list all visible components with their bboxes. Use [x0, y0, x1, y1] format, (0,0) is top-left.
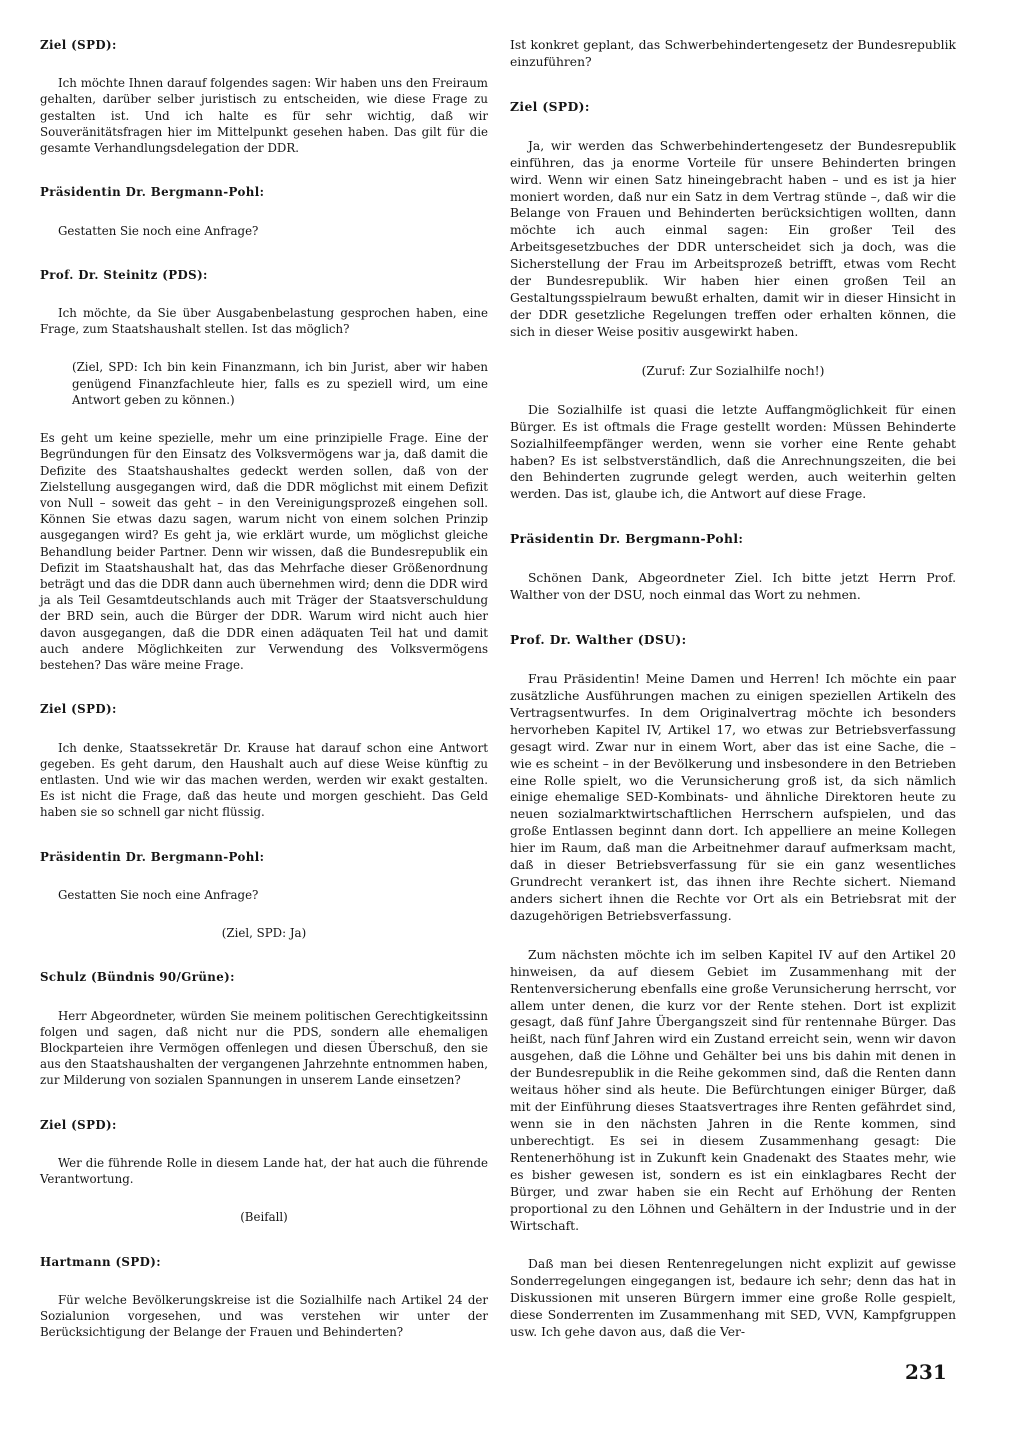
block-spacer	[40, 1133, 488, 1155]
block-spacer	[40, 337, 488, 359]
paragraph: Frau Präsidentin! Meine Damen und Herren! Ich möchte ein paar zusätzliche Ausführungen machen zu einigen speziellen Artikeln des Vertragsentwurfes. In dem Originalvertrag möchte ich besonders hervorheben Kapitel IV, Artikel 17, wo etwas zur Betriebsverfassung gesagt wird. Zwar nur in einem Wort, aber das ist eine Sache, die – wie es scheint – in der Bevölkerung und insbesondere in den Betrieben eine Rolle spielt, wo die Verunsicherung groß ist, da sich nämlich einige ehemalige SED-Kombinats- und ähnliche Direktoren heute zu neuen sozialmarktwirtschaftlichen Herrschern aufspielen, und das große Entlassen beginnt dann dort. Ich appelliere an meine Kollegen hier im Raum, daß man die Arbeitnehmer darauf aufmerksam macht, daß in dieser Betriebsverfassung für sie ein ganz wesentliches Grundrecht verankert ist, das ihnen ihre Rechte sichert. Niemand anders sichert ihnen die Rechte vor Ort als ein Betriebsrat mit der dazugehörigen Betriebsverfassung.	[510, 671, 956, 923]
paragraph: Ich möchte, da Sie über Ausgabenbelastung gesprochen haben, eine Frage, zum Staatshaushalt stellen. Ist das möglich?	[40, 305, 488, 337]
block-spacer	[40, 821, 488, 849]
speaker-heading: Ziel (SPD):	[40, 38, 117, 52]
speaker-heading: Prof. Dr. Steinitz (PDS):	[40, 267, 208, 282]
block-spacer	[40, 283, 488, 305]
block-spacer	[40, 1089, 488, 1117]
paragraph: Ich möchte Ihnen darauf folgendes sagen: Wir haben uns den Freiraum gehalten, darüber selber juristisch zu entscheiden, wie diese Frage zu gestalten ist. Und ich halte es für sehr wichtig, daß wir Souveränitätsfragen hier im Mittelpunkt gesehen haben. Das gilt für die gesamte Verhandlungsdelegation der DDR.	[40, 76, 488, 156]
speaker-heading: Ziel (SPD):	[40, 1117, 117, 1132]
block-spacer	[40, 865, 488, 887]
block-spacer	[510, 116, 956, 138]
block-spacer	[510, 604, 956, 632]
paragraph: Wer die führende Rolle in diesem Lande hat, der hat auch die führende Verantwortung.	[40, 1155, 488, 1187]
block-spacer	[40, 239, 488, 267]
speaker-heading: Präsidentin Dr. Bergmann-Pohl:	[40, 185, 265, 200]
block-spacer	[40, 1270, 488, 1292]
speaker-heading: Ziel (SPD):	[40, 702, 117, 717]
block-spacer	[510, 71, 956, 99]
block-spacer	[40, 941, 488, 969]
block-spacer	[40, 986, 488, 1008]
block-spacer	[40, 156, 488, 184]
paragraph: Ich denke, Staatssekretär Dr. Krause hat darauf schon eine Antwort gegeben. Es geht darum, den Haushalt auch auf diese Weise künftig zu entlasten. Und wie wir das machen werden, werden wir exakt gestalten. Es ist nicht die Frage, daß das heute und morgen geschieht. Das Geld haben sie so schnell gar nicht flüssig.	[40, 740, 488, 820]
right-column	[510, 37, 956, 1341]
speaker-heading: Prof. Dr. Walther (DSU):	[510, 632, 687, 648]
block-spacer	[40, 1187, 488, 1209]
block-spacer	[510, 1234, 956, 1256]
block-spacer	[510, 380, 956, 402]
left-column	[40, 37, 488, 1340]
block-spacer	[40, 1226, 488, 1254]
speaker-heading: Präsidentin Dr. Bergmann-Pohl:	[510, 531, 744, 547]
paragraph: Für welche Bevölkerungskreise ist die Sozialhilfe nach Artikel 24 der Sozialunion vorgesehen, und was verstehen wir unter der Berücksichtigung der Belange der Frauen und Behinderten?	[40, 1292, 488, 1340]
speaker-heading: Schulz (Bündnis 90/Grüne):	[40, 970, 235, 985]
block-spacer	[510, 548, 956, 570]
page-number: 231	[905, 1360, 947, 1384]
paragraph: Ja, wir werden das Schwerbehindertengesetz der Bundesrepublik einführen, das ja enorme Vorteile für unsere Behinderten bringen wird. Wenn wir einen Satz hineingebracht haben – und es ist ja hier moniert worden, daß nur ein Satz in dem Vertrag stünde –, daß wir die Belange von Frauen und Behinderten berücksichtigen wollten, dann möchte ich auch einmal sagen: Ein großer Teil des Arbeitsgesetzbuches der DDR unterscheidet sich ja doch, was die Sicherstellung der Frau im Arbeitsprozeß betrifft, etwas vom Recht der Bundesrepublik. Wir haben hier einen großen Teil an Gestaltungsspielraum bewußt erhalten, damit wir in dieser Hinsicht in der DDR gesetzliche Regelungen treffen oder erhalten können, die sich in dieser Weise positiv ausgewirkt haben.	[510, 138, 956, 339]
paragraph: Die Sozialhilfe ist quasi die letzte Auffangmöglichkeit für einen Bürger. Es ist oftmals die Frage gestellt worden: Müssen Behinderte Sozialhilfeempfänger werden, wenn sie vorher eine Rente gehabt haben? Es ist selbstverständlich, daß die Anrechnungszeiten, die bei den Behinderten zugrunde gelegt werden, auch weiterhin gelten werden. Das ist, glaube ich, die Antwort auf diese Frage.	[510, 402, 956, 502]
paragraph: Gestatten Sie noch eine Anfrage?	[58, 887, 259, 902]
paragraph: Schönen Dank, Abgeordneter Ziel. Ich bitte jetzt Herrn Prof. Walther von der DSU, noch einmal das Wort zu nehmen.	[510, 571, 956, 603]
paragraph: Gestatten Sie noch eine Anfrage?	[58, 223, 259, 238]
paragraph: Daß man bei diesen Rentenregelungen nicht explizit auf gewisse Sonderregelungen eingegangen ist, bedaure ich sehr; denn das hat in Diskussionen mit unseren Bürgern immer eine große Rolle gespielt, diese Sonderrenten im Zusammenhang mit SED, VVN, Kampfgruppen usw. Ich gehe davon aus, daß die Ver-	[510, 1257, 956, 1340]
speaker-heading: Präsidentin Dr. Bergmann-Pohl:	[40, 849, 265, 864]
block-spacer	[40, 408, 488, 430]
block-spacer	[510, 503, 956, 531]
block-spacer	[40, 201, 488, 223]
block-spacer	[40, 673, 488, 701]
paragraph: Zum nächsten möchte ich im selben Kapitel IV auf den Artikel 20 hinweisen, da auf diesem Gebiet im Zusammenhang mit der Rentenversicherung ebenfalls eine große Verunsicherung herrscht, vor allem unter denen, die kurz vor der Rente stehen. Dort ist explizit gesagt, daß fünf Jahre Übergangszeit sind für rentennahe Bürger. Das heißt, nach fünf Jahren wird ein Zustand erreicht sein, wenn wir davon ausgehen, daß die Löhne und Gehälter bei uns bis dahin mit denen in der Bundesrepublik in die Reihe gekommen sind, daß die Renten dann weitaus höher sind als heute. Die Befürchtungen einiger Bürger, daß mit der Einführung dieses Staatsvertrages ihre Renten gefährdet sind, wenn sie in den nächsten Jahren in die Rente kommen, sind unberechtigt. Es sei in diesem Zusammenhang gesagt: Die Rentenerhöhung ist in Zukunft kein Gnadenakt des Staates mehr, wie es bisher gewesen ist, sondern es ist ein einklagbares Recht der Bürger, und zwar haben sie ein Recht auf Erhöhung der Renten proportional zu den Löhnen und Gehältern in der Industrie und in der Wirtschaft.	[510, 947, 956, 1233]
paragraph: Ist konkret geplant, das Schwerbehindertengesetz der Bundesrepublik einzuführen?	[510, 38, 956, 69]
block-spacer	[40, 718, 488, 740]
speaker-heading: Ziel (SPD):	[510, 98, 590, 114]
block-spacer	[40, 903, 488, 925]
block-spacer	[510, 925, 956, 947]
block-spacer	[510, 649, 956, 671]
block-spacer	[510, 341, 956, 363]
interjection-centered: (Zuruf: Zur Sozialhilfe noch!)	[641, 363, 825, 378]
interjection-quote: (Ziel, SPD: Ich bin kein Finanzmann, ich bin Jurist, aber wir haben genügend Finanzfachleute hier, falls es zu speziell wird, um eine Antwort geben zu können.)	[72, 360, 488, 407]
interjection-centered: (Beifall)	[240, 1210, 288, 1225]
interjection-centered: (Ziel, SPD: Ja)	[221, 926, 307, 941]
paragraph: Es geht um keine spezielle, mehr um eine prinzipielle Frage. Eine der Begründungen für den Einsatz des Volksvermögens war ja, daß damit die Defizite des Staatshaushaltes gedeckt werden sollen, daß von der Zielstellung ausgegangen wird, daß die DDR möglichst mit einem Defizit von Null – soweit das geht – in den Vereinigungsprozeß eingehen soll. Können Sie etwas dazu sagen, warum nicht von einem solchen Prinzip ausgegangen wird? Es geht ja, wie erklärt wurde, um möglichst gleiche Behandlung beider Partner. Denn wir wissen, daß die Bundesrepublik ein Defizit im Staatshaushalt hat, das das Mehrfache dieser Größenordnung beträgt und das die DDR dann auch übernehmen wird; denn die DDR wird ja als Teil Gesamtdeutschlands auch mit Träger der Staatsverschuldung der BRD sein, auch die Bürger der DDR. Warum wird nicht auch hier davon ausgegangen, daß die DDR einen adäquaten Teil hat und damit auch andere Möglichkeiten zur Verwendung des Volksvermögens bestehen? Das wäre meine Frage.	[40, 431, 488, 673]
paragraph: Herr Abgeordneter, würden Sie meinem politischen Gerechtigkeitssinn folgen und sagen, daß nicht nur die PDS, sondern alle ehemaligen Blockparteien ihre Vermögen offenlegen und diesen Überschuß, den sie aus den Staatshaushalten der vergangenen Jahrzehnte entnommen haben, zur Milderung von sozialen Spannungen in unserem Lande einsetzen?	[40, 1008, 488, 1088]
speaker-heading: Hartmann (SPD):	[40, 1254, 161, 1269]
block-spacer	[40, 53, 488, 75]
